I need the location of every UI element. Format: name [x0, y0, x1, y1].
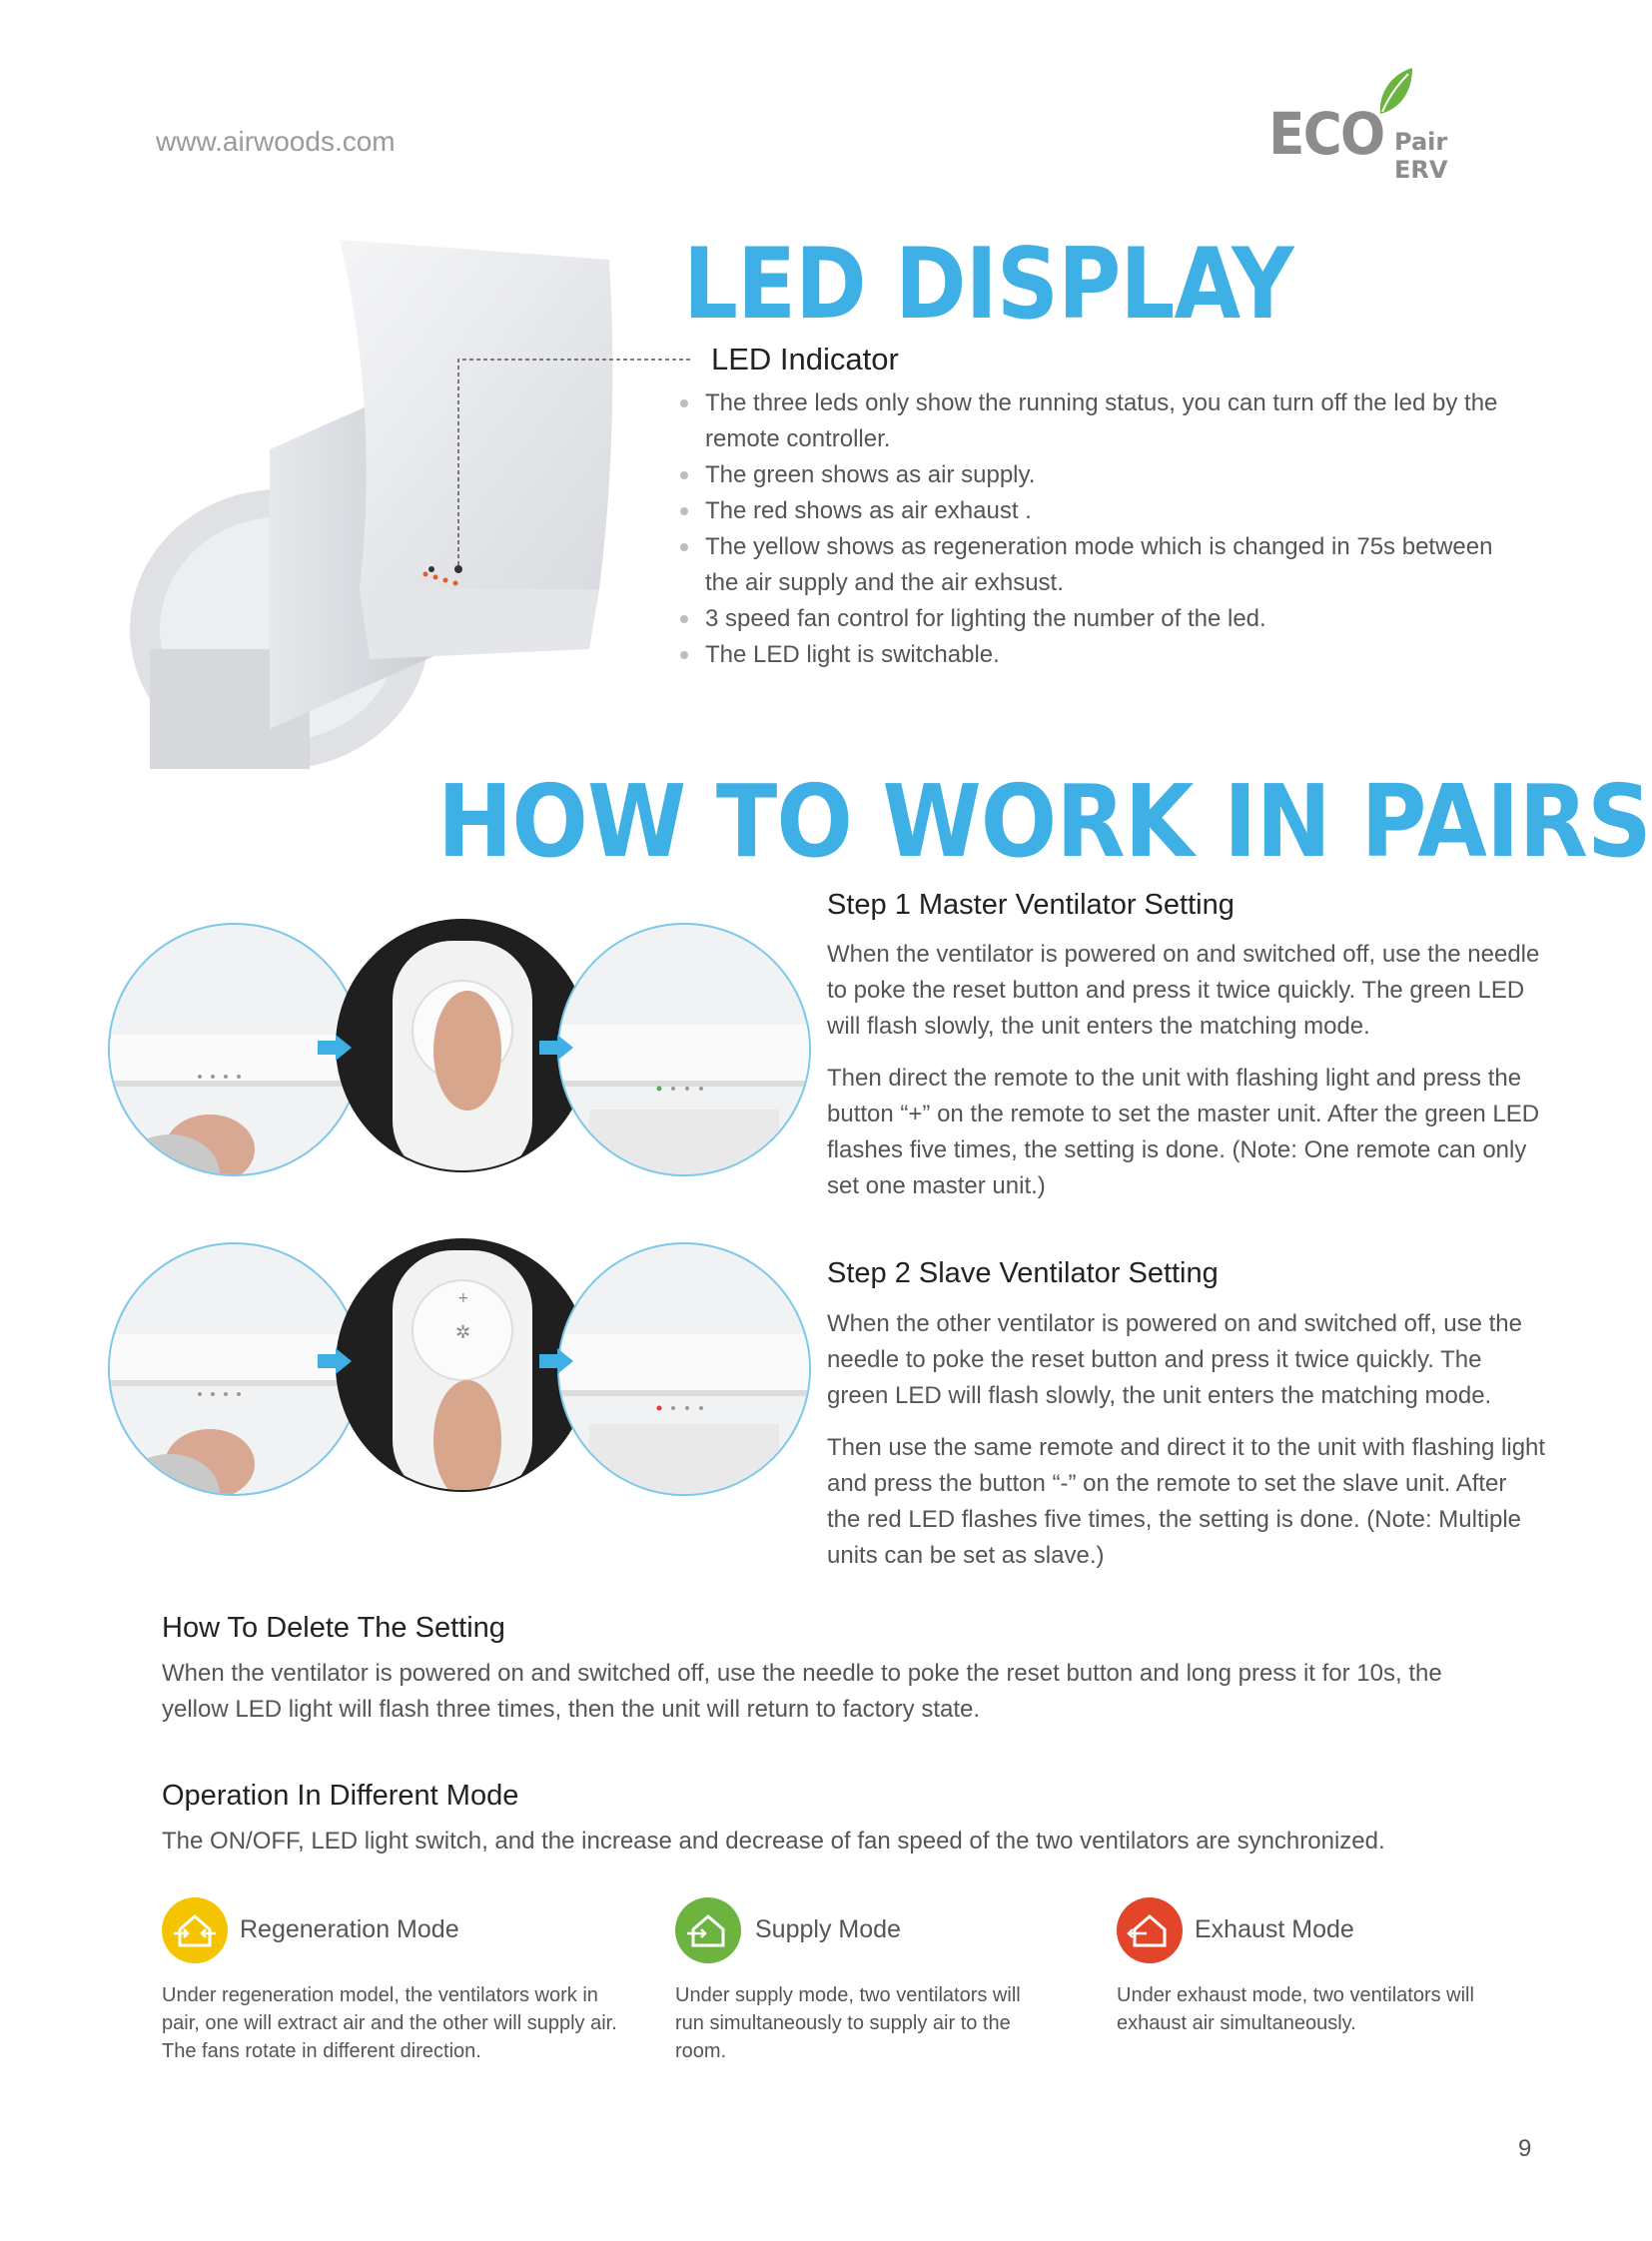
list-item: The three leds only show the running status, you can turn off the led by the remote controller.: [675, 385, 1514, 457]
mode-regeneration: [162, 1897, 641, 2067]
svg-text:+: +: [457, 1290, 469, 1306]
arrow-right-icon: [539, 1035, 575, 1061]
mode-description: Under supply mode, two ventilators will run simultaneously to supply air to the room.: [675, 1984, 1021, 2062]
list-item: The yellow shows as regeneration mode which is changed in 75s between the air supply and the air exhsust.: [675, 529, 1514, 601]
step1-photo-sequence: [108, 919, 807, 1178]
delete-heading: How To Delete The Setting: [162, 1612, 505, 1644]
led-bullet-list: [675, 385, 1514, 673]
website-url: www.airwoods.com: [156, 126, 396, 157]
page-number: 9: [1518, 2135, 1532, 2162]
list-item: The green shows as air supply.: [675, 457, 1514, 493]
house-exhaust-icon: [1117, 1897, 1183, 1963]
arrow-right-icon: [318, 1035, 354, 1061]
pairs-title: HOW TO WORK IN PAIRS: [437, 763, 1651, 880]
logo-sub-text: Pair ERV: [1394, 128, 1448, 184]
step1-body: [827, 937, 1546, 1220]
step1-heading: Step 1 Master Ventilator Setting: [827, 889, 1235, 921]
step2-paragraph-1: When the other ventilator is powered on and switched off, use the needle to poke the reset button and press it twice quickly. The green LED will flash slowly, the unit enters the matching mode.: [827, 1310, 1522, 1409]
step2-paragraph-2: Then use the same remote and direct it to the unit with flashing light and press the button “-” on the remote to set the slave unit. After the red LED flashes five times, the setting is done. (Note: Multiple units can be set as slave.): [827, 1434, 1546, 1569]
step2-photo-sequence: [108, 1238, 807, 1498]
step1-paragraph-1: When the ventilator is powered on and switched off, use the needle to poke the reset button and press it twice quickly. The green LED will flash slowly, the unit enters the matching mode.: [827, 941, 1540, 1040]
brand-logo: [1266, 62, 1506, 184]
led-display-title: LED DISPLAY: [683, 228, 1293, 342]
mode-supply: [675, 1897, 1075, 2067]
step1-paragraph-2: Then direct the remote to the unit with flashing light and press the button “+” on the remote to set the master unit. After the green LED flashes five times, the setting is done. (Note: One remote can only set one master unit.): [827, 1065, 1540, 1199]
mode-label: Regeneration Mode: [240, 1915, 459, 1943]
led-indicator-heading: LED Indicator: [711, 342, 899, 376]
indicator-leader-line: [454, 358, 690, 577]
step2-body: [827, 1306, 1546, 1590]
logo-eco-text: ECO: [1268, 100, 1384, 168]
step1-photo-green-led: [557, 923, 811, 1176]
mode-label: Supply Mode: [755, 1915, 901, 1943]
delete-body: When the ventilator is powered on and switched off, use the needle to poke the reset button and long press it for 10s, the yellow LED light will flash three times, then the unit will return to factory state.: [162, 1660, 1442, 1723]
list-item: The LED light is switchable.: [675, 637, 1514, 673]
mode-exhaust: [1117, 1897, 1536, 2067]
step2-photo-red-led: [557, 1242, 811, 1496]
operation-heading: Operation In Different Mode: [162, 1780, 519, 1812]
house-supply-icon: [675, 1897, 741, 1963]
arrow-right-icon: [539, 1348, 575, 1374]
house-regeneration-icon: [162, 1897, 228, 1963]
mode-label: Exhaust Mode: [1195, 1915, 1354, 1943]
mode-description: Under exhaust mode, two ventilators will exhaust air simultaneously.: [1117, 1984, 1474, 2034]
mode-description: Under regeneration model, the ventilators work in pair, one will extract air and the other will supply air. The fans rotate in different direction.: [162, 1984, 617, 2062]
list-item: 3 speed fan control for lighting the number of the led.: [675, 601, 1514, 637]
list-item: The red shows as air exhaust .: [675, 493, 1514, 529]
arrow-right-icon: [318, 1348, 354, 1374]
svg-text:✲: ✲: [455, 1322, 471, 1343]
step2-heading: Step 2 Slave Ventilator Setting: [827, 1257, 1219, 1289]
operation-body: The ON/OFF, LED light switch, and the increase and decrease of fan speed of the two ventilators are synchronized.: [162, 1828, 1385, 1855]
